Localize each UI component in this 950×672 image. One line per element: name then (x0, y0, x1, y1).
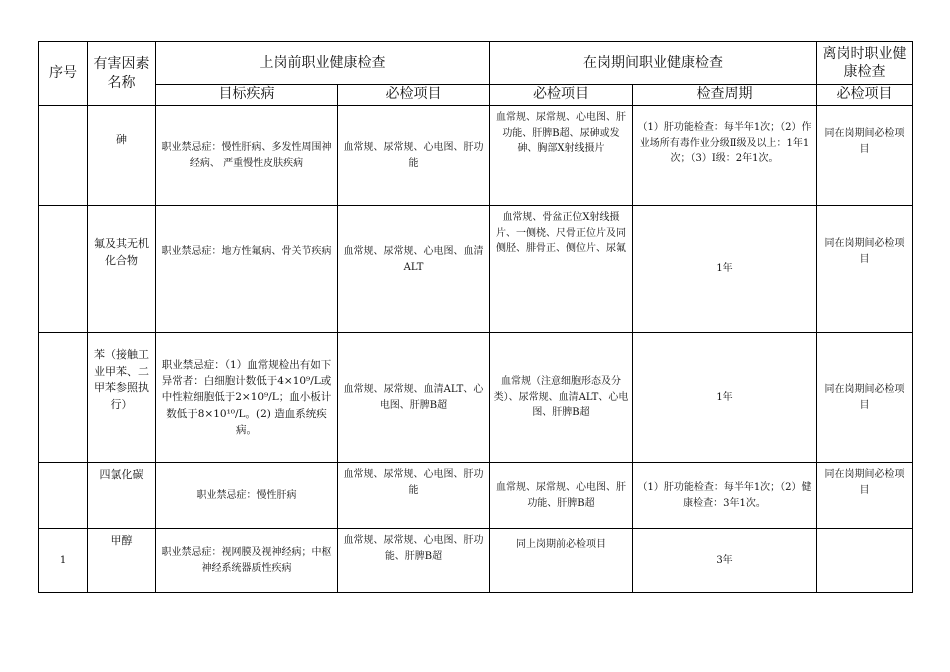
row-post-items (817, 529, 913, 593)
row-during-items: 血常规（注意细胞形态及分类）、尿常规、血清ALT、心电图、肝脾B超 (490, 333, 633, 463)
header-post-employment: 离岗时职业健康检查 (817, 42, 913, 85)
row-factor-name: 苯（接触工业甲苯、二甲苯参照执行） (88, 333, 156, 463)
row-target-disease: 职业禁忌症：视网膜及视神经病；中枢神经系统器质性疾病 (156, 529, 338, 593)
row-post-items: 同在岗期间必检项目 (817, 333, 913, 463)
row-post-items: 同在岗期间必检项目 (817, 106, 913, 206)
row-target-disease: 职业禁忌症：地方性氟病、骨关节疾病 (156, 206, 338, 333)
row-pre-items: 血常规、尿常规、心电图、血清ALT (338, 206, 490, 333)
header-seq: 序号 (39, 42, 88, 106)
row-seq (39, 206, 88, 333)
header-pre-employment: 上岗前职业健康检查 (156, 42, 490, 85)
row-check-cycle: （1）肝功能检查：每半年1次；（2）作业场所有毒作业分级Ⅱ级及以上：1年1次；（3）Ⅰ级：2年1次。 (633, 106, 817, 206)
row-post-items: 同在岗期间必检项目 (817, 463, 913, 529)
row-pre-items: 血常规、尿常规、心电图、肝功能 (338, 106, 490, 206)
row-during-items: 同上岗期前必检项目 (490, 529, 633, 593)
row-pre-items: 血常规、尿常规、血清ALT、心电图、肝脾B超 (338, 333, 490, 463)
table-row (39, 106, 913, 206)
header-required-items-pre: 必检项目 (338, 85, 490, 106)
header-during-employment: 在岗期间职业健康检查 (490, 42, 817, 85)
row-pre-items: 血常规、尿常规、心电图、肝功能 (338, 463, 490, 529)
row-seq (39, 463, 88, 529)
row-target-disease: 职业禁忌症：慢性肝病 (156, 463, 338, 529)
row-target-disease: 职业禁忌症：慢性肝病、多发性周围神经病、 严重慢性皮肤疾病 (156, 106, 338, 206)
table-row (39, 463, 913, 529)
row-factor-name: 四氯化碳 (88, 463, 156, 529)
row-factor-name: 砷 (88, 106, 156, 206)
header-row-2 (39, 85, 913, 106)
table-row (39, 529, 913, 593)
row-check-cycle: 1年 (633, 206, 817, 333)
table-row (39, 206, 913, 333)
row-check-cycle: 1年 (633, 333, 817, 463)
header-check-cycle: 检查周期 (633, 85, 817, 106)
row-during-items: 血常规、骨盆正位X射线摄片、一侧桡、尺骨正位片及同侧胫、腓骨正、侧位片、尿氟 (490, 206, 633, 333)
row-seq: 1 (39, 529, 88, 593)
row-factor-name: 氟及其无机化合物 (88, 206, 156, 333)
row-target-disease: 职业禁忌症：（1）血常规检出有如下异常者：白细胞计数低于4×10⁹/L或中性粒细胞低于2×10⁹/L；血小板计数低于8×10¹⁰/L。(2) 造血系统疾病。 (156, 333, 338, 463)
table-row (39, 333, 913, 463)
row-pre-items: 血常规、尿常规、心电图、肝功能、肝脾B超 (338, 529, 490, 593)
row-during-items: 血常规、尿常规、心电图、肝功能、肝脾B超 (490, 463, 633, 529)
header-target-disease: 目标疾病 (156, 85, 338, 106)
row-post-items: 同在岗期间必检项目 (817, 206, 913, 333)
row-factor-name: 甲醇 (88, 529, 156, 593)
row-during-items: 血常规、尿常规、心电图、肝功能、肝脾B超、尿砷或发砷、胸部X射线摄片 (490, 106, 633, 206)
header-factor-name: 有害因素名称 (88, 42, 156, 106)
header-required-items-post: 必检项目 (817, 85, 913, 106)
header-required-items-during: 必检项目 (490, 85, 633, 106)
row-seq (39, 333, 88, 463)
health-check-table (38, 41, 913, 593)
row-seq (39, 106, 88, 206)
row-check-cycle: 3年 (633, 529, 817, 593)
row-check-cycle: （1）肝功能检查：每半年1次；（2）健康检查：3年1次。 (633, 463, 817, 529)
header-row-1 (39, 42, 913, 85)
